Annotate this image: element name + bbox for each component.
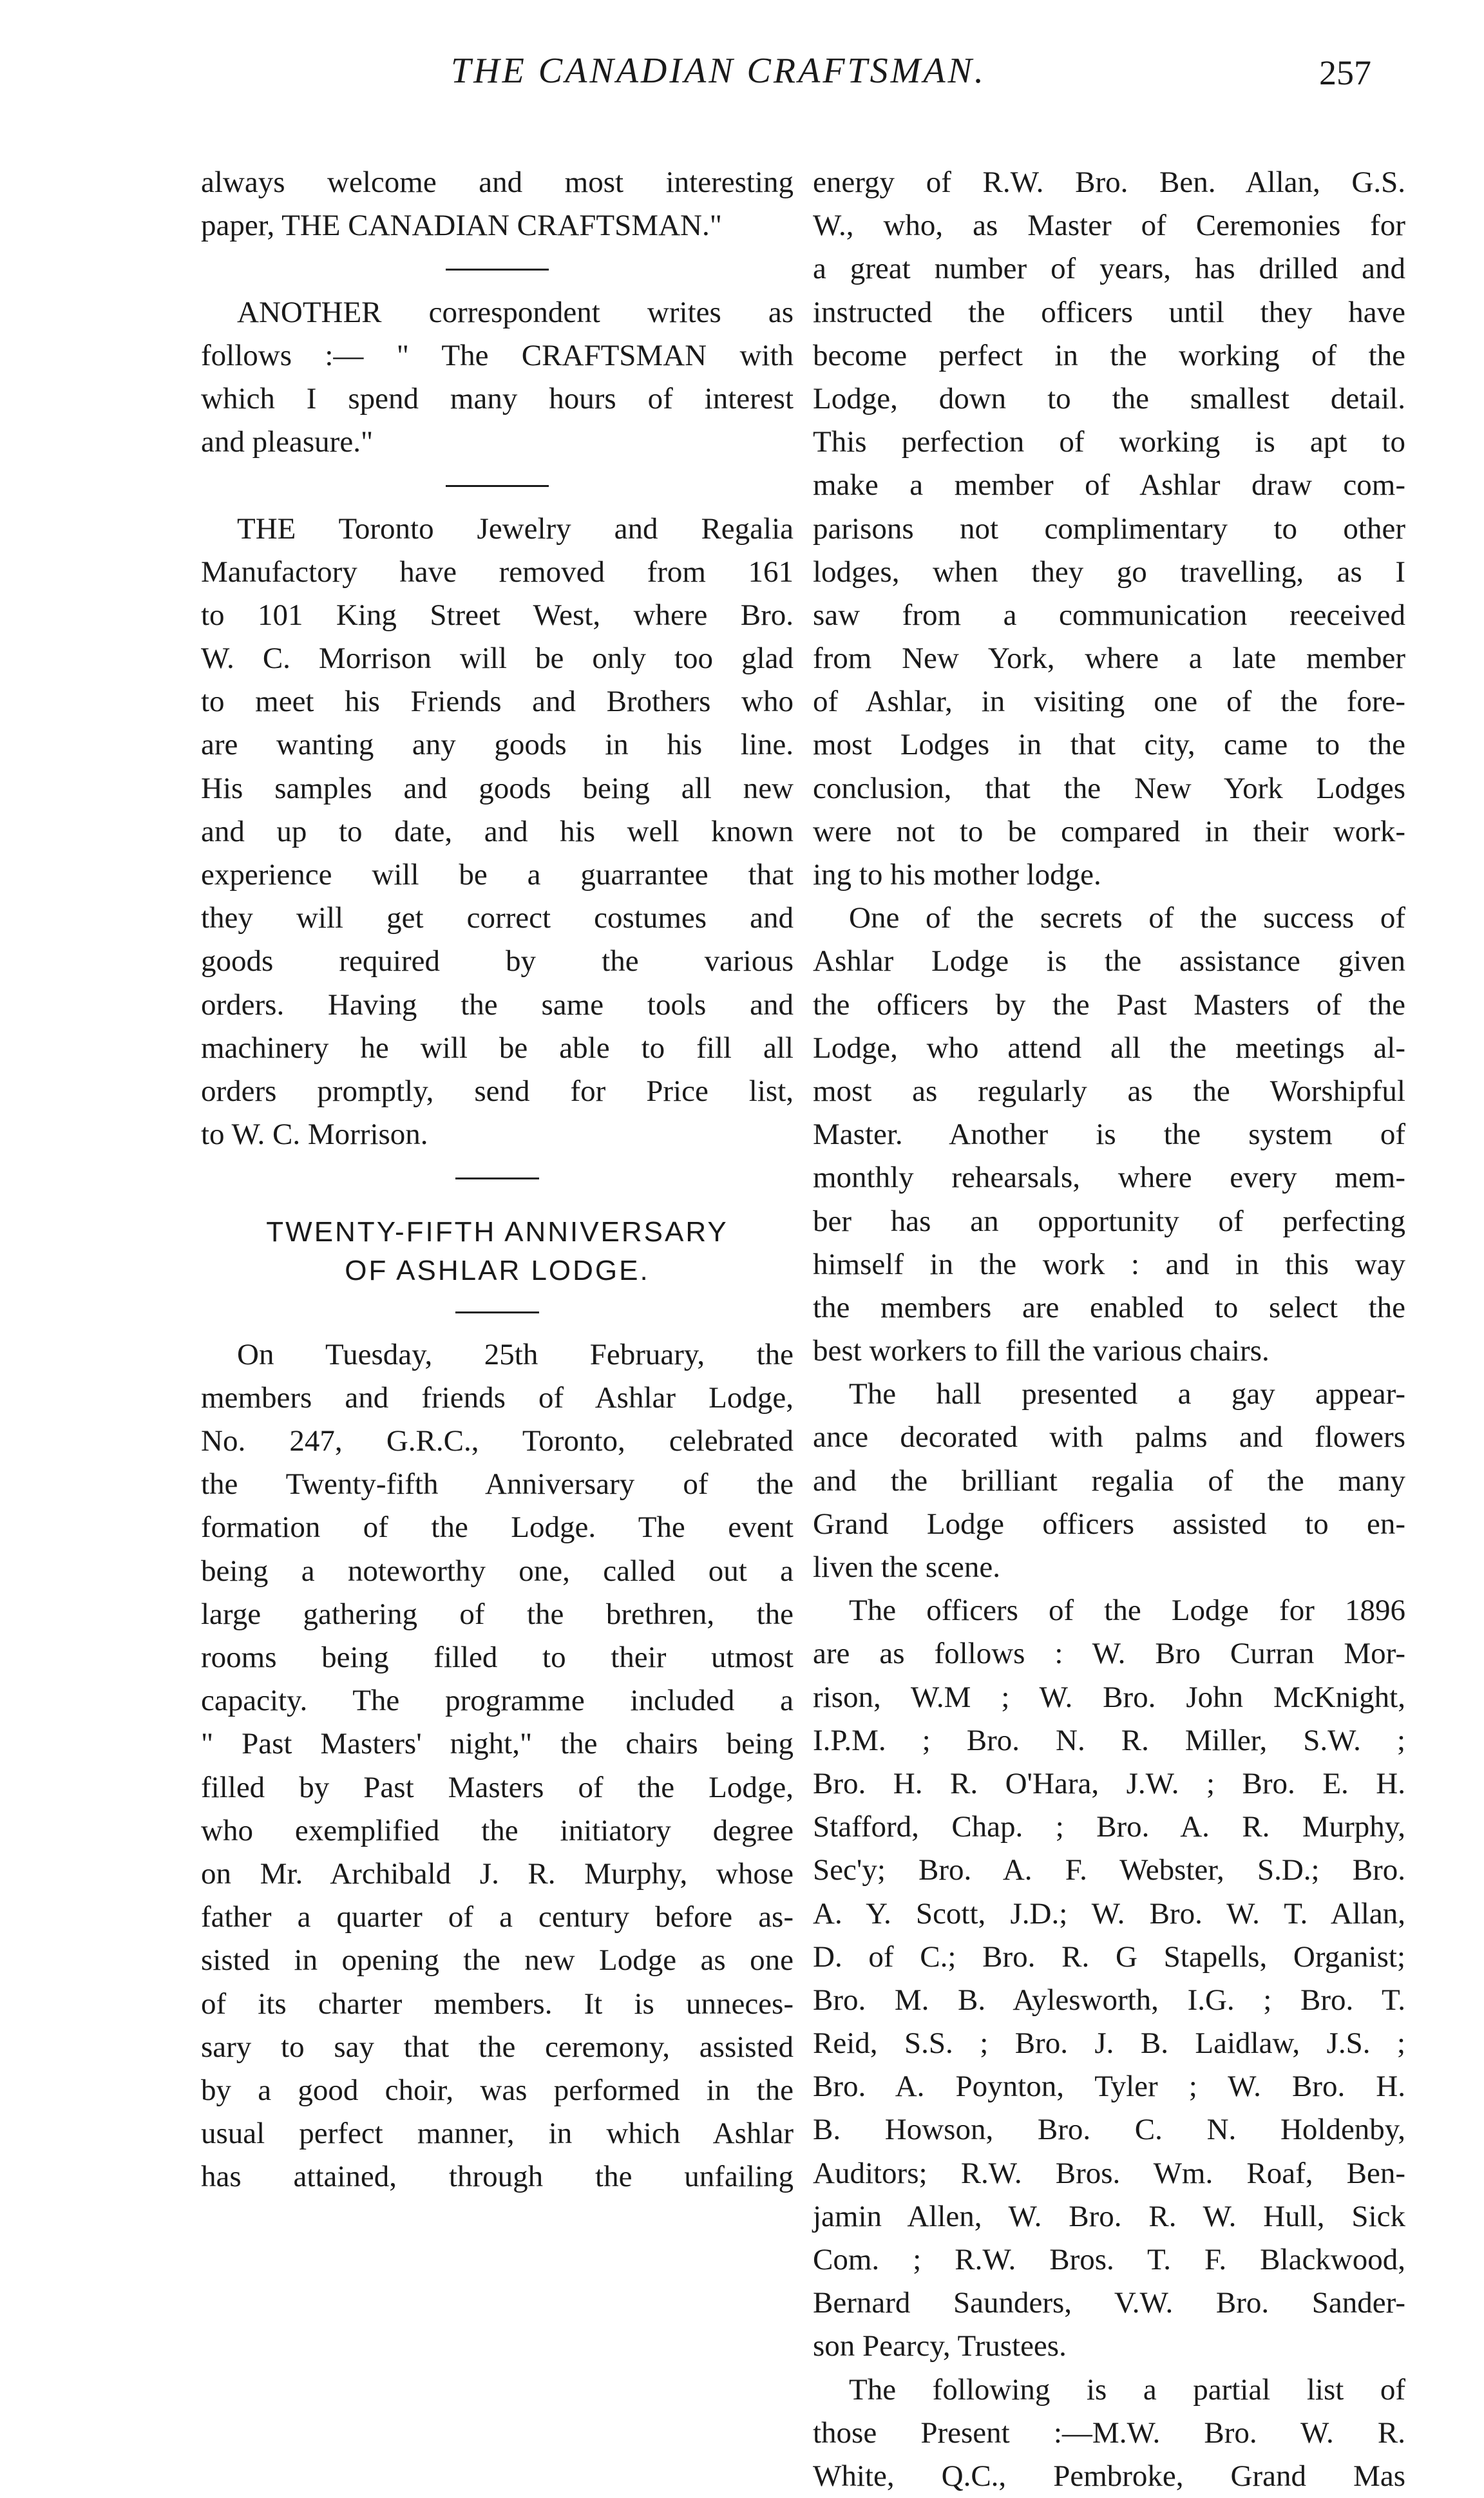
text-line: Ashlar Lodge is the assistance given	[813, 944, 1405, 978]
text-line: best workers to fill the various chairs.	[813, 1334, 1270, 1368]
text-line: which I spend many hours of interest	[201, 381, 794, 415]
text-line: are as follows : W. Bro Curran Mor-	[813, 1637, 1405, 1671]
text-line: machinery he will be able to fill all	[201, 1031, 794, 1065]
text-line: Manufactory have removed from 161	[201, 555, 794, 589]
text-line: Bro. M. B. Aylesworth, I.G. ; Bro. T.	[813, 1983, 1405, 2017]
text-line: those Present :—M.W. Bro. W. R.	[813, 2416, 1405, 2450]
heading-line: OF ASHLAR LODGE.	[345, 1254, 650, 1286]
text-line: W. C. Morrison will be only too glad	[201, 642, 794, 676]
text-line: goods required by the various	[201, 944, 794, 978]
text-line: become perfect in the working of the	[813, 338, 1405, 372]
text-line: always welcome and most interesting	[201, 166, 794, 199]
text-line: of its charter members. It is unneces-	[201, 1987, 794, 2021]
text-line: and pleasure."	[201, 425, 374, 459]
text-line: ing to his mother lodge.	[813, 858, 1101, 891]
text-line: Lodge, who attend all the meetings al-	[813, 1031, 1405, 1065]
text-line: " Past Masters' night," the chairs being	[201, 1727, 794, 1761]
text-line: being a noteworthy one, called out a	[201, 1554, 794, 1588]
text-line: monthly rehearsals, where every mem-	[813, 1161, 1405, 1195]
page-header	[0, 50, 1484, 108]
text-line: The hall presented a gay appear-	[849, 1377, 1405, 1411]
text-line: ance decorated with palms and flowers	[813, 1420, 1405, 1454]
running-title: THE CANADIAN CRAFTSMAN.	[451, 51, 986, 91]
text-line: sary to say that the ceremony, assisted	[201, 2030, 794, 2064]
text-line: usual perfect manner, in which Ashlar	[201, 2117, 794, 2151]
text-line: Auditors; R.W. Bros. Wm. Roaf, Ben-	[813, 2156, 1405, 2190]
text-line: parisons not complimentary to other	[813, 511, 1405, 546]
text-line: to meet his Friends and Brothers who	[201, 685, 794, 719]
text-line: THE Toronto Jewelry and Regalia	[237, 511, 794, 546]
text-line: of Ashlar, in visiting one of the fore-	[813, 685, 1405, 719]
article-paragraph	[201, 1333, 794, 2199]
hall-paragraph	[813, 1373, 1405, 1589]
text-line: were not to be compared in their work-	[813, 814, 1405, 848]
text-line: ber has an opportunity of perfecting	[813, 1204, 1405, 1238]
section-rule	[201, 247, 794, 291]
officers-paragraph	[813, 1589, 1405, 2368]
text-line: D. of C.; Bro. R. G Stapells, Organist;	[813, 1940, 1405, 1974]
text-line: orders. Having the same tools and	[201, 987, 794, 1022]
text-line: Reid, S.S. ; Bro. J. B. Laidlaw, J.S. ;	[813, 2026, 1405, 2061]
intro-paragraph	[201, 161, 794, 247]
text-line: The officers of the Lodge for 1896	[849, 1594, 1405, 1628]
text-line: instructed the officers until they have	[813, 295, 1405, 329]
text-line: they will get correct costumes and	[201, 901, 794, 935]
text-line: father a quarter of a century before as-	[201, 1900, 794, 1934]
text-line: White, Q.C., Pembroke, Grand Mas	[813, 2459, 1405, 2493]
text-line: jamin Allen, W. Bro. R. W. Hull, Sick	[813, 2199, 1405, 2233]
text-line: experience will be a guarrantee that	[201, 858, 794, 891]
text-line: large gathering of the brethren, the	[201, 1597, 794, 1631]
text-line: the members are enabled to select the	[813, 1290, 1405, 1324]
energy-paragraph	[813, 161, 1405, 897]
heading-rule	[201, 1290, 794, 1333]
text-line: filled by Past Masters of the Lodge,	[201, 1770, 794, 1804]
secrets-paragraph	[813, 897, 1405, 1373]
text-line: himself in the work : and in this way	[813, 1247, 1405, 1281]
text-line: and the brilliant regalia of the many	[813, 1464, 1405, 1498]
text-line: formation of the Lodge. The event	[201, 1511, 794, 1545]
text-line: capacity. The programme included a	[201, 1684, 794, 1718]
text-line: on Mr. Archibald J. R. Murphy, whose	[201, 1856, 794, 1891]
jewelry-paragraph	[201, 508, 794, 1157]
text-line: liven the scene.	[813, 1550, 1001, 1584]
heading-line: TWENTY-FIFTH ANNIVERSARY	[266, 1216, 728, 1248]
text-line: Stafford, Chap. ; Bro. A. R. Murphy,	[813, 1810, 1405, 1844]
text-line: son Pearcy, Trustees.	[813, 2329, 1067, 2363]
text-line: paper, THE CANADIAN CRAFTSMAN."	[201, 209, 722, 243]
left-column	[201, 161, 794, 2198]
page-number: 257	[1319, 53, 1371, 92]
text-line: energy of R.W. Bro. Ben. Allan, G.S.	[813, 166, 1405, 199]
text-line: Grand Lodge officers assisted to en-	[813, 1507, 1405, 1541]
text-line: A. Y. Scott, J.D.; W. Bro. W. T. Allan,	[813, 1896, 1405, 1931]
text-line: to 101 King Street West, where Bro.	[201, 598, 794, 632]
section-rule	[201, 464, 794, 507]
article-heading	[201, 1213, 794, 1290]
text-line: B. Howson, Bro. C. N. Holdenby,	[813, 2113, 1405, 2147]
text-line: the Twenty-fifth Anniversary of the	[201, 1467, 794, 1502]
text-line: conclusion, that the New York Lodges	[813, 771, 1405, 805]
text-line: I.P.M. ; Bro. N. R. Miller, S.W. ;	[813, 1723, 1405, 1757]
correspondent-paragraph	[201, 291, 794, 464]
text-line: are wanting any goods in his line.	[201, 728, 794, 762]
text-line: Com. ; R.W. Bros. T. F. Blackwood,	[813, 2243, 1405, 2276]
text-line: Master. Another is the system of	[813, 1118, 1405, 1152]
text-line: by a good choir, was performed in the	[201, 2073, 794, 2107]
text-line: On Tuesday, 25th February, the	[237, 1337, 794, 1371]
text-line: rison, W.M ; W. Bro. John McKnight,	[813, 1680, 1405, 1714]
section-rule	[201, 1156, 794, 1199]
text-line: has attained, through the unfailing	[201, 2160, 794, 2194]
text-line: ANOTHER correspondent writes as	[237, 295, 794, 329]
text-line: who exemplified the initiatory degree	[201, 1813, 794, 1847]
text-line: orders promptly, send for Price list,	[201, 1074, 794, 1108]
text-line: Bro. H. R. O'Hara, J.W. ; Bro. E. H.	[813, 1766, 1405, 1800]
text-line: most Lodges in that city, came to the	[813, 728, 1405, 762]
text-line: The following is a partial list of	[849, 2372, 1405, 2407]
text-line: make a member of Ashlar draw com-	[813, 468, 1405, 502]
text-line: Bro. A. Poynton, Tyler ; W. Bro. H.	[813, 2070, 1405, 2104]
text-line: W., who, as Master of Ceremonies for	[813, 209, 1405, 243]
text-line: the officers by the Past Masters of the	[813, 987, 1405, 1022]
text-line: Lodge, down to the smallest detail.	[813, 381, 1405, 415]
text-line: One of the secrets of the success of	[849, 901, 1405, 935]
text-line: This perfection of working is apt to	[813, 425, 1405, 459]
text-line: No. 247, G.R.C., Toronto, celebrated	[201, 1424, 794, 1458]
attendees-paragraph	[813, 2369, 1405, 2498]
text-line: Bernard Saunders, V.W. Bro. Sander-	[813, 2286, 1405, 2320]
text-line: to W. C. Morrison.	[201, 1118, 428, 1152]
text-line: saw from a communication reeceived	[813, 598, 1405, 632]
text-line: from New York, where a late member	[813, 642, 1405, 676]
text-line: lodges, when they go travelling, as I	[813, 555, 1405, 589]
text-line: rooms being filled to their utmost	[201, 1641, 794, 1674]
text-line: and up to date, and his well known	[201, 814, 794, 848]
text-line: members and friends of Ashlar Lodge,	[201, 1380, 794, 1415]
text-line: a great number of years, has drilled and	[813, 252, 1405, 286]
right-column	[813, 161, 1405, 2498]
text-line: His samples and goods being all new	[201, 771, 794, 805]
text-line: most as regularly as the Worshipful	[813, 1074, 1405, 1108]
text-line: Sec'y; Bro. A. F. Webster, S.D.; Bro.	[813, 1853, 1405, 1887]
text-line: follows :— " The CRAFTSMAN with	[201, 338, 794, 372]
text-line: sisted in opening the new Lodge as one	[201, 1943, 794, 1978]
